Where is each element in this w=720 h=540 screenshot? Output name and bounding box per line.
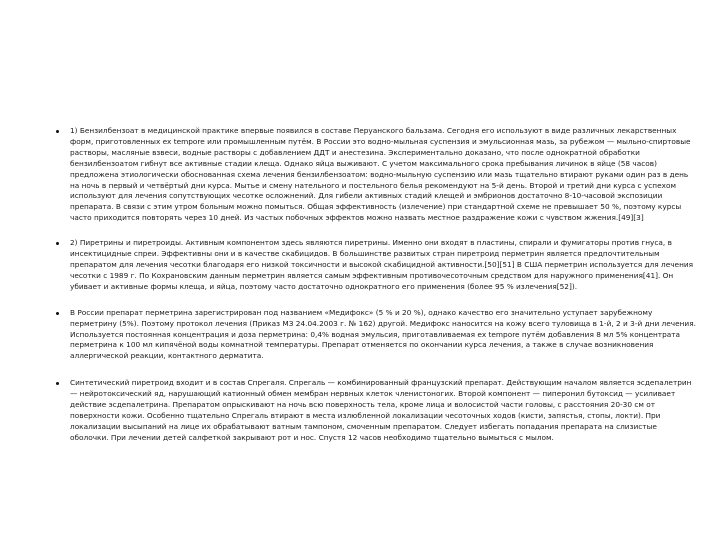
list-item — [56, 378, 710, 443]
bullet-icon — [56, 382, 59, 385]
slide-content — [56, 126, 710, 526]
list-item-text: 1) Бензилбензоат в медицинской практике впервые появился в составе Перуанского бальзама. Сегодня его используют в виде различных лекарственных форм, приготовленных ex tempore или промышленным путём. В России это водно-мыльная суспензия и эмульсионная мазь, за рубежом — мыльно-спиртовые растворы, масляные взвеси, водные растворы с добавлением ДДТ и анестезина. Экспериментально доказано, что после однократной обработки бензилбензоатом гибнут все активные стадии клеща. Однако яйца выживают. С учетом максимального срока пребывания личинок в яйце (58 часов) предложена этиологически обоснованная схема лечения бензилбензоатом: водно-мыльную суспензию или мазь тщательно втирают руками один раз в день на ночь в первый и четвёртый дни курса. Мытье и смену нательного и постельного белья рекомендуют на 5-й день. Второй и третий дни курса с успехом используют для лечения сопутствующих чесотке осложнений. Для гибели активных стадий клещей и эмбрионов достаточно 8-10-часовой экспозиции препарата. В связи с этим утром больным можно помыться. Общая эффективность (излечение) при стандартной схеме не превышает 50 %, поэтому курсы часто приходится повторять через 10 дней. Из частых побочных эффектов можно назвать местное раздражение кожи с чувством жжения.[49][3] — [70, 126, 691, 223]
list-item-text: Синтетический пиретроид входит и в состав Спрегаля. Спрегаль — комбинированный французский препарат. Действующим началом является эсдепалетрин — нейротоксический яд, нарушающий катионный обмен мембран нервных клеток членистоногих. Второй компонент — пиперонил бутоксид — усиливает действие эсдепалетрина. Препаратом опрыскивают на ночь всю поверхность тела, кроме лица и волосистой части головы, с расстояния 20-30 см от поверхности кожи. Особенно тщательно Спрегаль втирают в места излюбленной локализации чесоточных ходов (кисти, запястья, стопы, локти). При локализации высыпаний на лице их обрабатывают ватным тампоном, смоченным препаратом. Следует избегать попадания препарата на слизистые оболочки. При лечении детей салфеткой закрывают рот и нос. Спустя 12 часов необходимо тщательно вымыться с мылом. — [70, 378, 692, 442]
bullet-icon — [56, 312, 59, 315]
bullet-list — [56, 126, 710, 444]
list-item — [56, 126, 710, 224]
list-item-text: В России препарат перметрина зарегистрирован под названием «Медифокс» (5 % и 20 %), однако качество его значительно уступает зарубежному перметрину (5%). Поэтому протокол лечения (Приказ МЗ 24.04.2003 г. № 162) другой. Медифокс наносится на кожу всего туловища в 1-й, 2 и 3-й дни лечения. Используется постоянная концентрация и доза перметрина: 0,4% водная эмульсия, приготавливаемая ex tempore путём добавления 8 мл 5% концентрата перметрина к 100 мл кипячёной воды комнатной температуры. Препарат отменяется по окончании курса лечения, а также в случае возникновения аллергической реакции, контактного дерматита. — [70, 307, 696, 361]
list-item-text: 2) Пиретрины и пиретроиды. Активным компонентом здесь являются пиретрины. Именно они входят в пластины, спирали и фумигаторы против гнуса, в инсектицидные спреи. Эффективны они и в качестве скабицидов. В большинстве развитых стран пиретроид перметрин является предпочтительным препаратом для лечения чесотки благодаря его низкой токсичности и высокой скабицидной активности.[50][51] В США перметрин используется для лечения чесотки с 1989 г. По Кохрановским данным перметрин является самым эффективным противочесоточным средством для наружного применения[41]. Он убивает и активные формы клеща, и яйца, поэтому часто достаточно однократного его применения (более 95 % излечения[52]). — [70, 238, 694, 291]
bullet-icon — [56, 130, 59, 133]
list-item — [56, 308, 710, 363]
list-item — [56, 238, 710, 293]
bullet-icon — [56, 242, 59, 245]
